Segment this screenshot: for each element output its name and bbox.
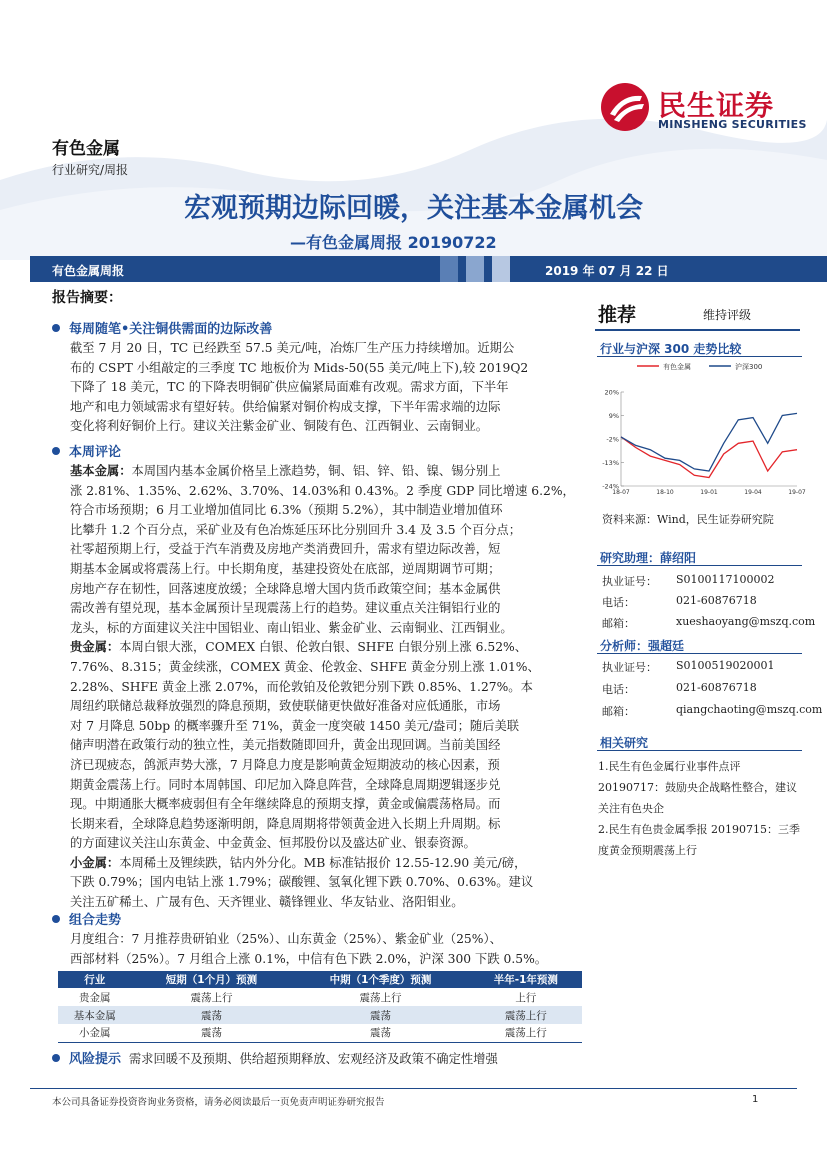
abstract-label: 报告摘要： [52,290,122,306]
table-cell: 震荡上行 [470,1024,582,1042]
section-portfolio [52,909,121,928]
text-line: 社零超预期上行，受益于汽车消费及房地产类消费回升，需求有望边际改善，短 [70,542,501,557]
text-line: 截至 7 月 20 日，TC 已经跌至 57.5 美元/吨，冶炼厂生产压力持续增加。近期公 [70,341,515,355]
text-line: 济已现疲态，鸽派声势大涨，7 月降息力度是影响黄金短期波动的核心因素，预 [70,757,500,772]
text-line: 需改善有望兑现，基本金属预计呈现震荡上行的趋势。建议重点关注铜铝行业的 [70,601,501,616]
related-item: 20190717：鼓励央企战略性整合，建议 [598,781,797,794]
text-line: 对 7 月降息 50bp 的概率骤升至 71%，黄金一度突破 1450 美元/盎司；随后美联 [70,718,520,733]
header-bar-stripes [440,256,560,282]
table-row [58,1006,582,1024]
analyst-title: 分析师：强超廷 [600,639,685,653]
table-cell: 上行 [515,991,537,1004]
table-header-row [58,971,582,988]
bullet-icon [52,1054,60,1062]
text-line [70,462,580,482]
rating-note: 维持评级 [703,308,752,322]
cert-label: 执业证号： [602,661,657,674]
analyst-phone: 021-60876718 [676,681,757,694]
table-cell: 震荡 [132,1006,292,1024]
phone-label: 电话： [602,683,635,696]
x-tick-label: 19-01 [700,489,718,496]
text-line: 比攀升 1.2 个百分点，采矿业及有色冶炼延压环比分别回升 3.4 及 3.5 个百分点； [70,522,522,537]
bullet-icon [52,324,60,332]
header-bar [30,256,827,282]
minor-metals-label: 小金属： [70,855,120,870]
text-line: 地产和电力领域需求有望好转。供给偏紧对铜价构成支撑，下半年需求端的边际 [70,399,501,414]
text-line: 长期来看，全球降息趋势逐渐明朗，降息周期将带领黄金进入长期上升周期。标 [70,816,501,831]
text-line: 西部材料（25%）。7 月组合上涨 0.1%，中信有色下跌 2.0%，沪深 300 下跌 0.5%。 [70,951,548,966]
base-metals-label: 基本金属： [70,464,132,478]
y-tick-label: -24% [602,482,619,491]
researcher-phone: 021-60876718 [676,594,757,607]
bar-report-name: 有色金属周报 [52,264,125,278]
text-line: 下降了 18 美元，TC 的下降表明铜矿供应偏紧局面难有改观。需求方面，下半年 [70,380,509,395]
minsheng-logo-icon [600,82,650,132]
text-line: 月度组合：7 月推荐贵研铂业（25%）、山东黄金（25%）、紫金矿业（25%）、 [70,932,502,946]
trend-chart [597,358,806,498]
text-line [70,638,580,658]
x-tick-label: 18-07 [612,489,630,496]
table-header: 短期（1个月）预测 [132,971,292,988]
logo-text-en: MINSHENG SECURITIES [658,118,807,131]
researcher-title: 研究助理：薛绍阳 [600,551,697,565]
industry-name: 有色金属 [52,139,120,159]
legend-label: 有色金属 [663,363,691,371]
text-line: 周纽约联储总裁释放强烈的降息预期，致使联储更快做好准备对应低通胀，市场 [70,699,501,714]
table-header: 行业 [58,971,132,988]
text-line: 房地产存在韧性，回落速度放缓；全球降息增大国内货币政策空间；基本金属供 [70,581,501,596]
section-weekly-essay [52,318,272,337]
text-line: 期黄金震荡上行。同时本周韩国、印尼加入降息阵营，全球降息周期逻辑逐步兑 [70,777,501,792]
bullet-icon [52,447,60,455]
text-line: 变化将利好铜价上行。建议关注紫金矿业、铜陵有色、江西铜业、云南铜业。 [70,419,489,434]
divider [595,329,800,331]
report-subtitle: —有色金属周报 20190722 [290,233,497,252]
analyst-cert: S0100519020001 [676,659,775,672]
section-title: 每周随笔•关注铜供需面的边际改善 [69,322,273,337]
footer-disclaimer: 本公司具备证券投资咨询业务资格，请务必阅读最后一页免责声明证券研究报告 [52,1097,385,1108]
table-header: 中期（1个季度）预测 [291,971,469,988]
text-line: 的方面建议关注山东黄金、中金黄金、恒邦股份以及盛达矿业、银泰资源。 [70,836,476,851]
text-span: 本周稀土及锂续跌，钴内外分化。MB 标准钴报价 12.55-12.90 美元/磅， [119,855,527,870]
cert-label: 执业证号： [602,575,657,588]
y-tick-label: -13% [602,459,619,467]
weekly-comment-text [70,462,580,913]
section-title: 组合走势 [69,913,122,928]
page-number: 1 [752,1094,759,1105]
forecast-table [58,971,582,1043]
divider [597,565,802,566]
text-line: 7.76%、8.315；黄金续涨，COMEX 黄金、伦敦金、SHFE 黄金分别上涨 1.01%、 [70,659,540,674]
related-item: 度黄金预期震荡上行 [598,844,697,857]
analyst-email[interactable]: qiangchaoting@mszq.com [676,703,823,716]
text-span: 本周国内基本金属价格呈上涨趋势，铜、铝、锌、铅、镍、锡分别上 [131,464,501,478]
text-line: 龙头，标的方面建议关注中国铝业、南山铝业、紫金矿业、云南铜业、江西铜业。 [70,620,513,635]
divider [597,356,802,357]
researcher-cert: S0100117100002 [676,573,775,586]
footer-divider [30,1088,797,1089]
report-type: 行业研究/周报 [52,163,129,177]
table-cell: 震荡 [132,1024,292,1042]
table-cell: 震荡上行 [470,1006,582,1024]
precious-metals-label: 贵金属： [70,640,120,655]
risk-label: 风险提示 [69,1052,122,1067]
email-label: 邮箱： [602,705,635,718]
related-title: 相关研究 [600,736,649,750]
text-line: 符合市场预期；6 月工业增加值同比 6.3%（预期 5.2%），其中制造业增加值环 [70,503,503,518]
related-item[interactable]: 2.民生有色贵金属季报 20190715：三季 [598,823,800,836]
x-tick-label: 18-10 [656,489,674,496]
section-weekly-comment [52,441,121,460]
text-line: 2.28%、SHFE 黄金上涨 2.07%，而伦敦铂及伦敦钯分别下跌 0.85%、1.27%。本 [70,679,533,694]
table-cell: 基本金属 [58,1006,132,1024]
table-cell: 震荡 [291,1024,469,1042]
table-row [58,1024,582,1042]
chart-source: 资料来源：Wind，民生证券研究院 [602,513,774,526]
text-line: 涨 2.81%、1.35%、2.62%、3.70%、14.03%和 0.43%。2 季度 GDP 同比增速 6.2%， [70,483,575,498]
divider [597,653,802,654]
email-label: 邮箱： [602,617,635,630]
text-line: 关注五矿稀土、广晟有色、天齐锂业、赣锋锂业、华友钴业、洛阳钼业。 [70,895,464,910]
table-cell: 小金属 [58,1024,132,1042]
table-header: 半年-1年预测 [470,971,582,988]
table-cell: 震荡 [291,1006,469,1024]
series-line [621,413,797,471]
report-title: 宏观预期边际回暖，关注基本金属机会 [184,193,643,224]
related-item[interactable]: 1.民生有色金属行业事件点评 [598,760,741,773]
y-tick-label: -2% [606,435,619,444]
x-tick-label: 19-04 [744,489,762,496]
rating: 推荐 [598,304,637,326]
text-line [70,854,580,874]
logo-text-cn: 民生证券 [658,89,775,122]
text-line: 期基本金属或将震荡上行。中长期角度，基建投资处在底部，逆周期调节可期； [70,561,501,576]
table-cell: 震荡上行 [359,991,402,1004]
phone-label: 电话： [602,596,635,609]
chart-title: 行业与沪深 300 走势比较 [600,342,742,356]
portfolio-text [70,930,580,969]
risk-warning [52,1048,498,1067]
x-tick-label: 19-07 [788,489,806,496]
related-research [598,756,810,861]
text-line: 现。中期通胀大概率疲弱但有全年继续降息的预期支撑，黄金或偏震荡格局。而 [70,797,501,812]
table-cell: 贵金属 [79,991,111,1004]
text-line: 储声明潜在政策行动的独立性，美元指数随即回升，黄金出现回调。当前美国经 [70,738,501,753]
divider [597,750,802,751]
table-row [58,988,582,1006]
text-line: 下跌 0.79%；国内电钴上涨 1.79%；碳酸锂、氢氧化锂下跌 0.70%、0.63%。建议 [70,875,534,890]
y-tick-label: 9% [608,412,619,420]
y-tick-label: 20% [604,388,619,397]
legend-label: 沪深300 [735,363,763,371]
weekly-essay-text [70,339,580,437]
related-item: 关注有色央企 [598,802,664,815]
risk-text: 需求回暖不及预期、供给超预期释放、宏观经济及政策不确定性增强 [128,1052,498,1066]
text-span: 本周白银大涨，COMEX 白银、伦敦白银、SHFE 白银分别上涨 6.52%、 [119,640,527,655]
text-line: 布的 CSPT 小组敲定的三季度 TC 地板价为 Mids-50(55 美元/吨上下),较 2019Q2 [70,360,529,375]
researcher-email[interactable]: xueshaoyang@mszq.com [676,615,816,628]
section-title: 本周评论 [69,445,122,460]
table-cell: 震荡上行 [190,991,233,1004]
report-date: 2019 年 07 月 22 日 [545,264,669,278]
bullet-icon [52,915,60,923]
